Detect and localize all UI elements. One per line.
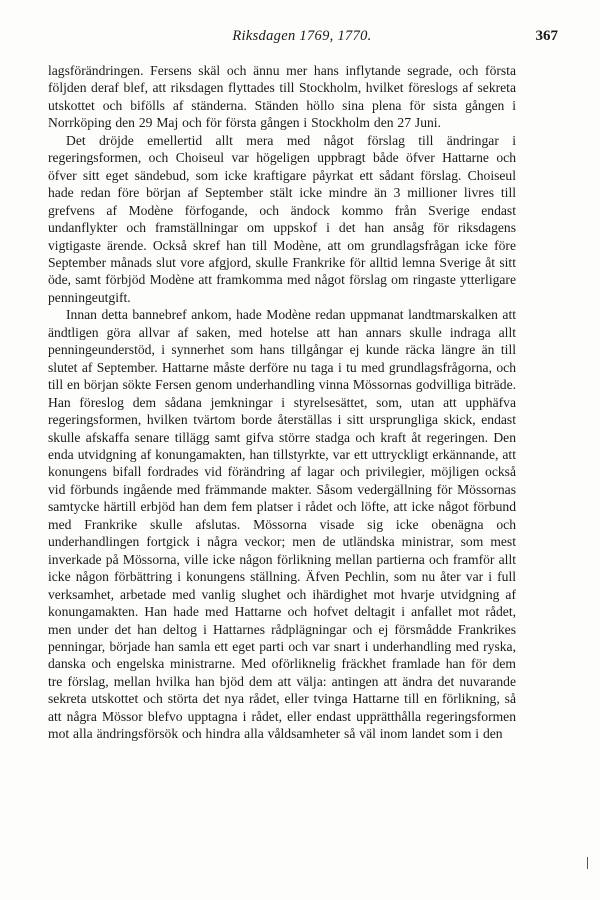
page-number: 367 [535,28,558,44]
margin-mark [587,857,588,869]
paragraph: Det dröjde emellertid allt mera med något förslag till ändringar i regeringsformen, och Choiseul var högeligen uppbragt både öfver Hattarne och öfver sitt eget sändebud, som icke kraftigare påyrkat ett sådant förslag. Choiseul hade redan före början af September stält icke mindre än 3 millioner livres till grefvens af Modène förfogande, och ändock kommo från Sverige endast undanflykter och framställningar om uppskof i det han ansåg för riksdagens vigtigaste ärende. Också skref han till Modène, att om grundlagsfrågan icke före September månads slut vore afgjord, skulle Frankrike för alltid lemna Sverige åt sitt öde, samt förbjöd Modène att framkomma med något förslag om ringaste ytterligare penningeutgift. [48,132,516,305]
body-text [48,62,516,743]
paragraph-continuation: lagsförändringen. Fersens skäl och ännu mer hans inflytande segrade, och första följden deraf blef, att riksdagen flyttades till Stockholm, hvilket föreslogs af sekreta utskottet och bifölls af ständerna. Ständen höllo sina plena för sista gången i Norrköping den 29 Maj och för första gången i Stockholm den 27 Juni. [48,63,516,131]
running-head [46,28,558,50]
running-title: Riksdagen 1769, 1770. [232,28,372,44]
paragraph: Innan detta bannebref ankom, hade Modène redan uppmanat landtmarskalken att ändtligen göra allvar af saken, med hotelse att han annars skulle indraga allt penningeunderstöd, i synnerhet som hans tillgångar ej kunde räcka längre än till slutet af September. Hattarne måste derföre nu taga i tu med grundlagsfrågorna, och till en början sökte Fersen genom underhandling vinna Mössornas godvilliga biträde. Han föreslog dem sådana jemkningar i styrelsesättet, som, utan att upphäfva regeringsformen, hvilken tvärtom borde återställas i sitt ursprungliga skick, endast skulle afskaffa senare tillägg samt gifva större stadga och kraft åt regeringen. Den enda utvidgning af konungamakten, han tillstyrkte, var ett uttryckligt erkännande, att konungens bifall fordrades vid förändring af lagar och privilegier, möjligen också vid förbunds ingående med främmande makter. Såsom vedergällning för Mössornas samtycke härtill erbjöd han dem fem platser i rådet och löfte, att icke något förbund med Frankrike skulle afslutas. Mössorna visade sig icke obenägna och underhandlingen fortgick i några veckor; men de utländska ministrar, som mest inverkade på Mössorna, ville icke någon förlikning mellan partierna och framför allt icke någon förbättring i konungens ställning. Äfven Pechlin, som nu åter var i full verksamhet, arbetade med vanlig slughet och ihärdighet mot hvarje utvidgning af konungamakten. Han hade med Hattarne och hofvet deltagit i anfallet mot rådet, men under det han deltog i Hattarnes rådplägningar och ej försmådde Frankrikes penningar, började han samla ett eget parti och var snart i underhandling med ryska, danska och engelska ministrarne. Med oförliknelig fräckhet framlade han för dem tre förslag, mellan hvilka han bjöd dem att välja: antingen att ändra det nuvarande sekreta utskottet och störta det nya rådet, eller tvinga Hattarne till en förlikning, så att några Mössor blefvo upptagna i rådet, eller endast upprätthålla regeringsformen mot alla ändringsförsök och hindra alla våldsamheter så väl inom landet som i den [48,307,516,742]
